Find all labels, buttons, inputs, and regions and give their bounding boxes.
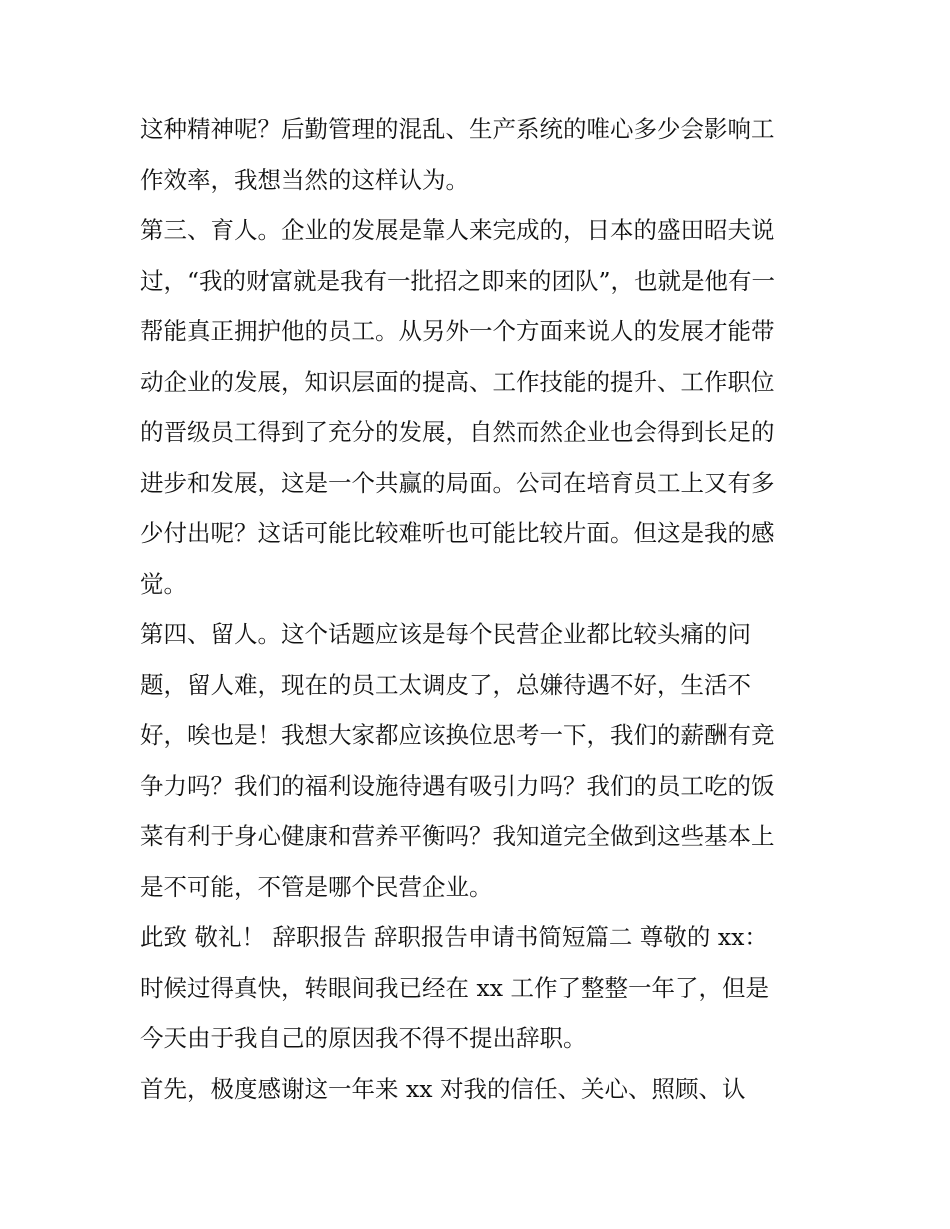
text-line: 是不可能，不管是哪个民营企业。 — [140, 872, 493, 901]
text-line: 过，“我的财富就是我有一批招之即来的团队”，也就是他有一 — [140, 266, 776, 295]
text-line: 菜有利于身心健康和营养平衡吗？我知道完全做到这些基本上 — [140, 822, 775, 850]
text-line: 帮能真正拥护他的员工。从另外一个方面来说人的发展才能带 — [140, 317, 775, 345]
text-line: 觉。 — [140, 569, 187, 598]
text-line: 第三、育人。企业的发展是靠人来完成的，日本的盛田昭夫说 — [140, 216, 775, 244]
text-line: 好，唉也是！我想大家都应该换位思考一下，我们的薪酬有竞 — [140, 721, 775, 749]
text-line: 这种精神呢？后勤管理的混乱、生产系统的唯心多少会影响工 — [140, 115, 775, 143]
text-line: 时候过得真快，转眼间我已经在 xx 工作了整整一年了，但是 — [140, 973, 769, 1002]
text-line: 今天由于我自己的原因我不得不提出辞职。 — [140, 1024, 587, 1052]
text-line: 首先，极度感谢这一年来 xx 对我的信任、关心、照顾、认 — [140, 1074, 746, 1103]
text-line: 争力吗？我们的福利设施待遇有吸引力吗？我们的员工吃的饭 — [140, 771, 775, 800]
text-line: 第四、留人。这个话题应该是每个民营企业都比较头痛的问 — [140, 620, 751, 648]
text-line: 进步和发展，这是一个共赢的局面。公司在培育员工上又有多 — [140, 468, 775, 497]
text-line: 的晋级员工得到了充分的发展，自然而然企业也会得到长足的 — [140, 418, 775, 446]
text-line: 动企业的发展，知识层面的提高、工作技能的提升、工作职位 — [140, 367, 775, 396]
text-line: 少付出呢？这话可能比较难听也可能比较片面。但这是我的感 — [140, 519, 775, 547]
text-line: 题，留人难，现在的员工太调皮了，总嫌待遇不好，生活不 — [140, 670, 751, 699]
text-line: 此致 敬礼！ 辞职报告 辞职报告申请书简短篇二 尊敬的 xx： — [140, 923, 768, 951]
body-text — [140, 104, 820, 1114]
text-line: 作效率，我想当然的这样认为。 — [140, 165, 469, 194]
